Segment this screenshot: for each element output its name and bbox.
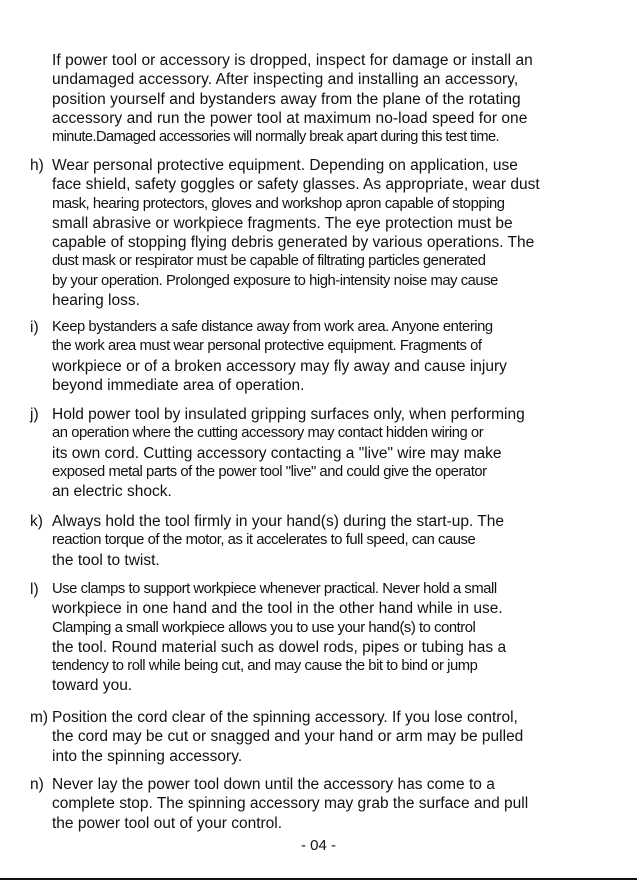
item-line: Use clamps to support workpiece whenever practical. Never hold a small — [52, 581, 497, 597]
item-marker: j) — [30, 406, 39, 423]
item-line: the tool to twist. — [52, 551, 160, 569]
item-line: workpiece in one hand and the tool in the other hand while in use. — [52, 600, 503, 618]
item-text — [52, 775, 608, 833]
item-text — [52, 512, 608, 570]
item-line: beyond immediate area of operation. — [52, 376, 305, 394]
item-line: tendency to roll while being cut, and may cause the bit to bind or jump — [52, 658, 478, 675]
intro-paragraph — [52, 51, 608, 147]
item-text — [52, 156, 608, 310]
item-line: the power tool out of your control. — [52, 814, 283, 832]
item-text — [52, 580, 608, 696]
item-line: mask, hearing protectors, gloves and workshop apron capable of stopping — [52, 195, 505, 212]
item-line: the work area must wear personal protective equipment. Fragments of — [52, 338, 482, 355]
item-line: Keep bystanders a safe distance away from work area. Anyone entering — [52, 319, 493, 335]
intro-line: If power tool or accessory is dropped, inspect for damage or install an — [52, 52, 533, 69]
intro-line: minute.Damaged accessories will normally break apart during this test time. — [52, 129, 500, 146]
item-line: dust mask or respirator must be capable of filtrating particles generated — [52, 253, 486, 270]
item-line: its own cord. Cutting accessory contacting a "live" wire may make — [52, 444, 502, 462]
item-line: hearing loss. — [52, 292, 140, 310]
item-line: reaction torque of the motor, as it accelerates to full speed, can cause — [52, 532, 476, 549]
item-line: face shield, safety goggles or safety glasses. As appropriate, wear dust — [52, 176, 540, 194]
item-marker: h) — [30, 157, 44, 174]
item-line: Wear personal protective equipment. Depending on application, use — [52, 157, 518, 174]
bottom-divider — [0, 878, 637, 880]
item-line: Never lay the power tool down until the accessory has come to a — [52, 776, 495, 793]
item-line: capable of stopping flying debris generated by various operations. The — [52, 234, 535, 252]
item-text — [52, 405, 608, 501]
item-line: toward you. — [52, 677, 133, 695]
item-marker: k) — [30, 513, 43, 530]
item-marker: m) — [30, 709, 49, 726]
item-text — [52, 318, 608, 395]
item-line: by your operation. Prolonged exposure to high-intensity noise may cause — [52, 272, 498, 289]
item-line: workpiece or of a broken accessory may fly away and cause injury — [52, 357, 507, 375]
intro-line: position yourself and bystanders away from the plane of the rotating — [52, 90, 521, 108]
item-line: Clamping a small workpiece allows you to use your hand(s) to control — [52, 619, 476, 636]
item-line: Always hold the tool firmly in your hand(s) during the start-up. The — [52, 513, 505, 530]
intro-line: accessory and run the power tool at maximum no-load speed for one — [52, 109, 528, 127]
item-line: an operation where the cutting accessory may contact hidden wiring or — [52, 425, 484, 442]
intro-line: undamaged accessory. After inspecting and installing an accessory, — [52, 71, 519, 89]
item-line: small abrasive or workpiece fragments. The eye protection must be — [52, 214, 513, 232]
item-marker: l) — [30, 581, 39, 598]
page-number: - 04 - — [300, 837, 336, 854]
item-line: complete stop. The spinning accessory may grab the surface and pull — [52, 795, 529, 813]
item-line: Hold power tool by insulated gripping surfaces only, when performing — [52, 406, 525, 423]
item-marker: n) — [30, 776, 44, 793]
item-line: Position the cord clear of the spinning accessory. If you lose control, — [52, 709, 518, 726]
item-marker: i) — [30, 319, 39, 336]
item-line: into the spinning accessory. — [52, 747, 243, 765]
item-line: an electric shock. — [52, 483, 172, 501]
item-line: the cord may be cut or snagged and your hand or arm may be pulled — [52, 728, 524, 746]
item-line: exposed metal parts of the power tool "live" and could give the operator — [52, 463, 487, 480]
item-text — [52, 708, 608, 766]
item-line: the tool. Round material such as dowel rods, pipes or tubing has a — [52, 638, 507, 656]
